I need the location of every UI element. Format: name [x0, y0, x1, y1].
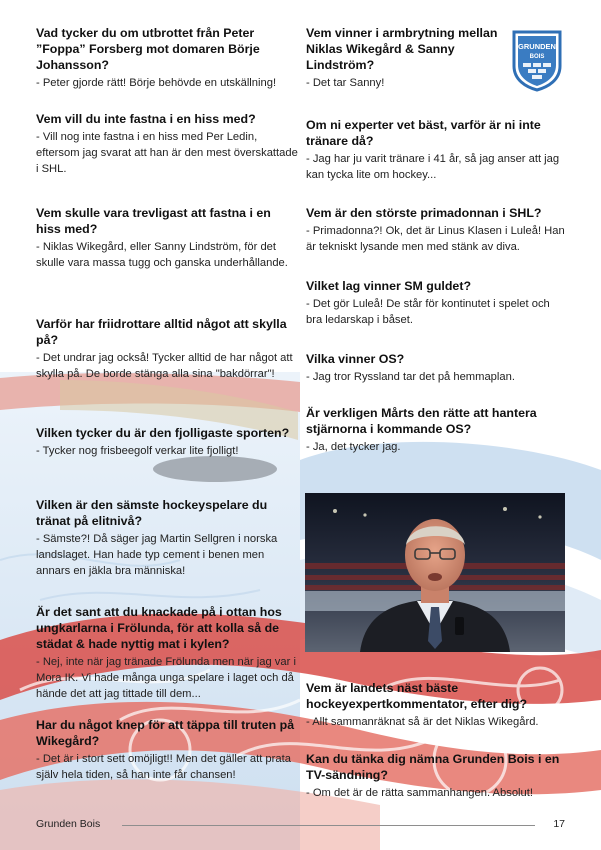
- logo-sub-text: BOIS: [529, 54, 545, 60]
- question: Vem skulle vara trevligast att fastna i en hiss med?: [36, 206, 271, 236]
- answer: - Tycker nog frisbeegolf verkar lite fjolligt!: [36, 445, 239, 457]
- answer: - Primadonna?! Ok, det är Linus Klasen i Luleå! Han är tekniskt lysande men med stänk av diva.: [306, 225, 565, 253]
- question: Vilka vinner OS?: [306, 352, 405, 366]
- qa-item: [36, 717, 298, 783]
- qa-item: [36, 604, 298, 702]
- grunden-bois-logo: [510, 28, 564, 92]
- qa-item: [306, 351, 568, 385]
- question: Är det sant att du knackade på i ottan hos ungkarlarna i Frölunda, för att kolla så de städat & hade nyttig mat i kylen?: [36, 605, 282, 651]
- qa-item: [306, 680, 568, 730]
- qa-item: [306, 278, 568, 328]
- question: Vem vill du inte fastna i en hiss med?: [36, 112, 256, 126]
- qa-item: [306, 751, 568, 801]
- question: Vilken tycker du är den fjolligaste sporten?: [36, 426, 290, 440]
- answer: - Peter gjorde rätt! Börje behövde en utskällning!: [36, 77, 277, 89]
- answer: - Nej, inte när jag tränade Frölunda men när jag var i Mora IK. Vi hade många unga spelare i laget och då hände det att jag tittade till dem...: [36, 656, 296, 700]
- question: Vem är landets näst bäste hockeyexpertkommentator, efter dig?: [306, 681, 528, 711]
- answer: - Det undrar jag också! Tycker alltid de har något att skylla på. De borde stänga alla sina "bakdörrar"!: [36, 352, 293, 380]
- qa-item: [36, 205, 298, 271]
- question: Varför har friidrottare alltid något att skylla på?: [36, 317, 287, 347]
- answer: - Niklas Wikegård, eller Sanny Lindström, för det skulle vara massa tugg och ganska underhållande.: [36, 241, 288, 269]
- question: Om ni experter vet bäst, varför är ni inte tränare då?: [306, 118, 541, 148]
- commentator-photo: [305, 493, 565, 652]
- answer: - Allt sammanräknat så är det Niklas Wikegård.: [306, 716, 539, 728]
- qa-item: [306, 25, 506, 91]
- page-number: 17: [553, 818, 565, 830]
- answer: - Jag tror Ryssland tar det på hemmaplan.: [306, 371, 515, 383]
- question: Är verkligen Mårts den rätte att hantera stjärnorna i kommande OS?: [306, 406, 537, 436]
- qa-item: [36, 25, 298, 91]
- page-footer: [36, 814, 565, 834]
- answer: - Det gör Luleå! De står för kontinutet i spelet och bra ledarskap i båset.: [306, 298, 550, 326]
- answer: - Vill nog inte fastna i en hiss med Per Ledin, eftersom jag svarat att han är den mest överskattade i SHL.: [36, 131, 298, 175]
- answer: - Jag har ju varit tränare i 41 år, så jag anser att jag kan tycka lite om hockey...: [306, 153, 560, 181]
- question: Kan du tänka dig nämna Grunden Bois i en TV-sändning?: [306, 752, 560, 782]
- question: Vad tycker du om utbrottet från Peter ”Foppa” Forsberg mot domaren Börje Johansson?: [36, 26, 260, 72]
- qa-item: [306, 205, 568, 255]
- qa-item: [36, 316, 298, 382]
- answer: - Ja, det tycker jag.: [306, 441, 401, 453]
- qa-item: [306, 405, 568, 455]
- qa-item: [36, 425, 298, 459]
- question: Vilket lag vinner SM guldet?: [306, 279, 472, 293]
- answer: - Det är i stort sett omöjligt!! Men det gäller att prata själv hela tiden, så han inte får chansen!: [36, 753, 291, 781]
- answer: - Det tar Sanny!: [306, 77, 385, 89]
- footer-rule: [122, 825, 535, 826]
- logo-top-text: GRUNDEN: [518, 42, 556, 51]
- question: Vem vinner i armbrytning mellan Niklas Wikegård & Sanny Lindström?: [306, 26, 498, 72]
- answer: - Om det är de rätta sammanhangen. Absolut!: [306, 787, 533, 799]
- qa-item: [306, 117, 568, 183]
- qa-item: [36, 111, 298, 177]
- question: Vilken är den sämste hockeyspelare du tränat på elitnivå?: [36, 498, 268, 528]
- magazine-name: Grunden Bois: [36, 818, 101, 830]
- answer: - Sämste?! Då säger jag Martin Sellgren i norska landslaget. Han hade typ cement i benen men annars en jäkla bra människa!: [36, 533, 278, 577]
- question: Vem är den störste primadonnan i SHL?: [306, 206, 542, 220]
- question: Har du något knep för att täppa till truten på Wikegård?: [36, 718, 295, 748]
- qa-item: [36, 497, 298, 579]
